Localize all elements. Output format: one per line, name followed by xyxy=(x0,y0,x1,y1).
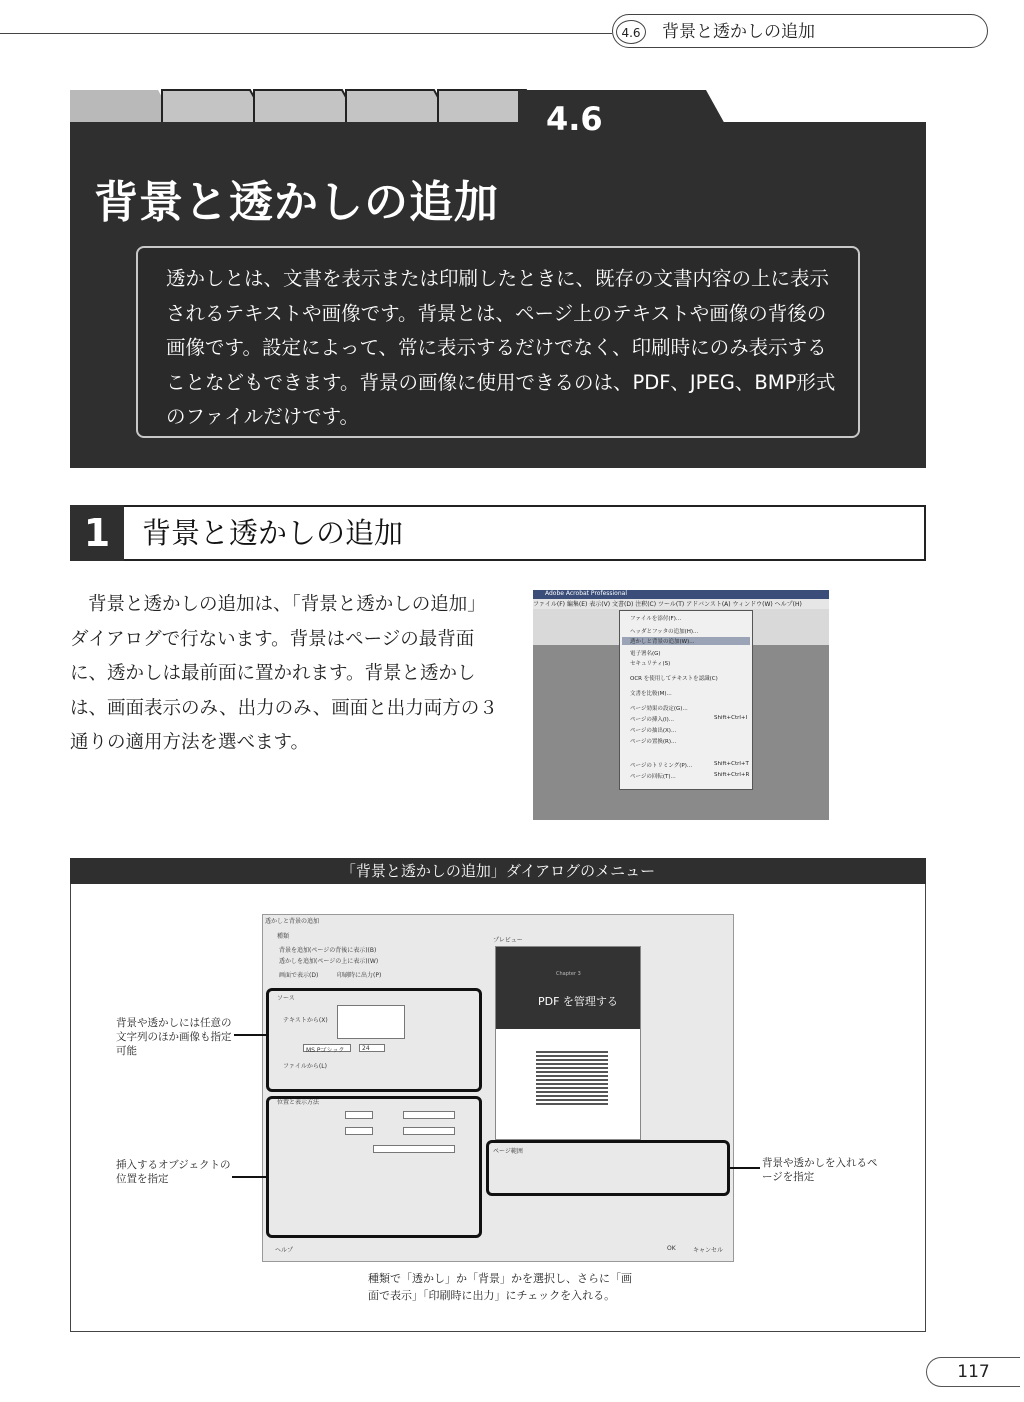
section-body-text: 背景と透かしの追加は、「背景と透かしの追加」ダイアログで行ないます。背景はページの最背面に、透かしは最前面に置かれます。背景と透かしは、画面表示のみ、出力のみ、画面と出力両方の３通りの適用方法を選べます。 xyxy=(70,594,498,753)
menu-shortcut: Shift+Ctrl+R xyxy=(714,772,750,778)
document-menu-dropdown xyxy=(619,610,753,790)
menu-item: ページのトリミング(P)... xyxy=(630,763,693,769)
option-background: 背景を追加(ページの背後に表示)(B) xyxy=(279,947,377,954)
menu-item: ページの置換(R)... xyxy=(630,739,677,745)
position-label: 位置と表示方法 xyxy=(277,1099,320,1106)
menu-item: OCR を使用してテキストを認識(C) xyxy=(630,676,718,682)
help-button: ヘルプ xyxy=(275,1247,294,1254)
preview-text-lines xyxy=(536,1051,608,1107)
callout-box-position xyxy=(266,1096,482,1238)
header-rule xyxy=(0,33,612,34)
callout-line xyxy=(234,1034,268,1036)
preview-title: PDF を管理する xyxy=(538,995,618,1008)
preview-chapter: Chapter 3 xyxy=(556,971,581,977)
dialog-caption: 種類で「透かし」か「背景」かを選択し、さらに「画面で表示」「印刷時に出力」にチェックを入れる。 xyxy=(368,1272,632,1302)
menu-item: 電子署名(G) xyxy=(630,651,661,657)
menu-shortcut: Shift+Ctrl+I xyxy=(714,715,748,721)
ok-button: OK xyxy=(667,1245,676,1252)
cancel-button: キャンセル xyxy=(693,1247,724,1254)
menu-item: ページの回転(T)... xyxy=(630,774,676,780)
chapter-title: 背景と透かしの追加 xyxy=(94,177,499,228)
font-select: MS Pゴシック xyxy=(303,1044,351,1052)
page-range-label: ページ範囲 xyxy=(493,1148,523,1155)
callout-position: 挿入するオブジェクトの位置を指定 xyxy=(116,1159,231,1185)
chapter-section-number: 4.6 xyxy=(546,100,603,138)
window-titlebar xyxy=(533,590,829,599)
check-screen: 画面で表示(D) xyxy=(279,972,319,979)
acrobat-menu-screenshot xyxy=(533,590,829,820)
section-number-badge: 1 xyxy=(70,505,124,561)
running-header-section-number: 4.6 xyxy=(616,20,646,44)
callout-box-source xyxy=(266,988,482,1092)
preview-label: プレビュー xyxy=(493,937,523,944)
window-title: Adobe Acrobat Professional xyxy=(545,590,627,597)
menu-item: ページ効果の設定(G)... xyxy=(630,706,688,712)
type-label: 種類 xyxy=(277,933,290,940)
dialog-title: 透かしと背景の追加 xyxy=(265,918,320,925)
callout-line xyxy=(728,1167,760,1169)
callout-line xyxy=(232,1176,268,1178)
menu-item: ヘッダとフッタの追加(H)... xyxy=(630,629,699,635)
callout-source: 背景や透かしには任意の文字列のほか画像も指定可能 xyxy=(116,1017,232,1057)
check-print: 印刷時に出力(P) xyxy=(337,972,382,979)
menu-item: セキュリティ(S) xyxy=(630,661,671,667)
menubar: ファイル(F) 編集(E) 表示(V) 文書(D) 注釈(C) ツール(T) アドバンスト(A) ウィンドウ(W) ヘルプ(H) xyxy=(533,599,829,609)
dialog-preview-page xyxy=(495,946,641,1140)
menu-item: ページの抽出(X)... xyxy=(630,728,677,734)
source-label: ソース xyxy=(277,995,295,1002)
source-file-option: ファイルから(L) xyxy=(283,1063,327,1070)
callout-box-page-range xyxy=(486,1140,730,1196)
running-header-title: 背景と透かしの追加 xyxy=(662,22,815,42)
source-text-option: テキストから(X) xyxy=(283,1017,328,1024)
page-number: 117 xyxy=(926,1357,1020,1387)
section-title: 背景と透かしの追加 xyxy=(142,516,404,550)
menu-item: 文書を比較(M)... xyxy=(630,691,672,697)
dialog-figure-header: 「背景と透かしの追加」ダイアログのメニュー xyxy=(70,858,926,884)
menu-shortcut: Shift+Ctrl+T xyxy=(714,761,749,767)
callout-page-range: 背景や透かしを入れるページを指定 xyxy=(762,1157,878,1183)
intro-text: 透かしとは、文書を表示または印刷したときに、既存の文書内容の上に表示されるテキストや画像です。背景とは、ページ上のテキストや画像の背後の画像です。設定によって、常に表示するだけでなく、印刷時にのみ表示することなどもできます。背景の画像に使用できるのは、PDF、JPEG、BMP形式のファイルだけです。 xyxy=(166,267,836,428)
menu-item: ページの挿入(I)... xyxy=(630,717,675,723)
option-watermark: 透かしを追加(ページの上に表示)(W) xyxy=(279,958,379,965)
menu-item: ファイルを添付(F)... xyxy=(630,616,682,622)
banner-tabs xyxy=(70,86,730,126)
menu-item-highlighted: 透かしと背景の追加(W)... xyxy=(622,637,750,645)
font-size-select: 24 xyxy=(359,1044,385,1052)
